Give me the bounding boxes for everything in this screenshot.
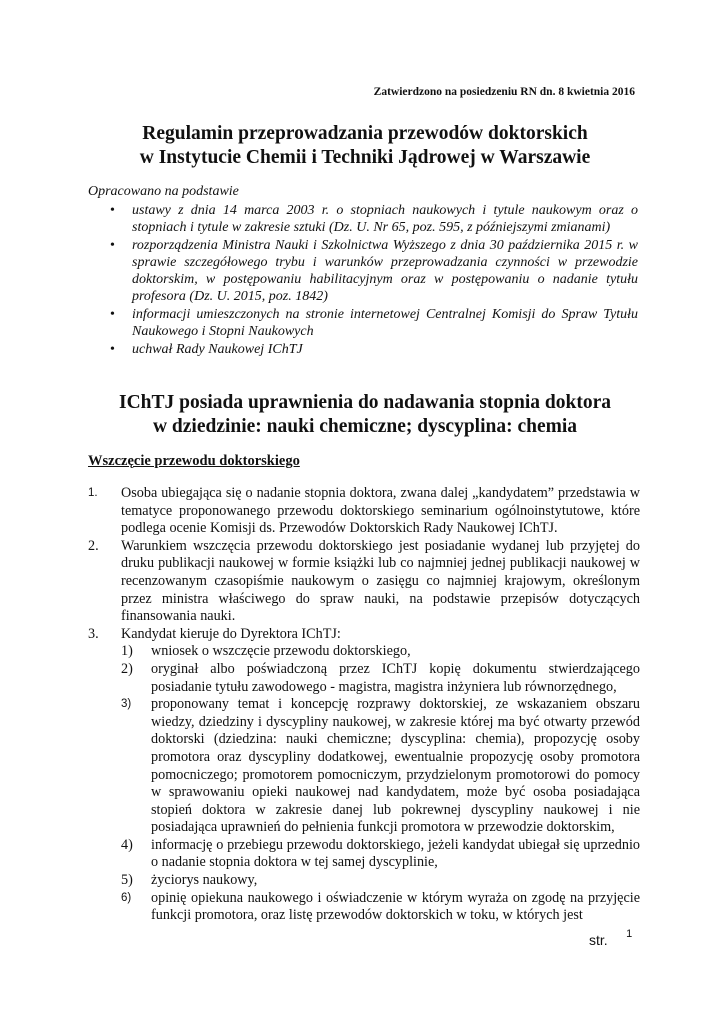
legal-basis-item-text: uchwał Rady Naukowej IChTJ: [132, 342, 303, 357]
procedure-item: [88, 485, 640, 538]
entitlement-heading: [80, 391, 650, 439]
requirement-item: [121, 696, 640, 837]
legal-basis-list: [108, 202, 638, 359]
procedure-item-text: Kandydat kieruje do Dyrektora IChTJ:: [121, 625, 341, 642]
legal-basis-item: [108, 306, 638, 340]
page-label: str.: [589, 932, 608, 948]
legal-basis-item-text: rozporządzenia Ministra Nauki i Szkolnictwa Wyższego z dnia 30 października 2015 r. w sprawie szczegółowego trybu i warunków przeprowadzania czynności w przewodzie doktorskim, w postępowaniu habilitacyjnym oraz w postępowaniu o nadanie tytułu profesora (Dz. U. 2015, poz. 1842): [132, 238, 638, 304]
procedure-list: [88, 485, 640, 925]
requirement-text: proponowany temat i koncepcję rozprawy doktorskiej, ze wskazaniem obszaru wiedzy, dziedziny i dyscypliny naukowej, w zakresie której ma być otwarty przewód doktorski (dziedzina: nauki chemiczne; dyscyplina: chemia), propozycję osoby promotora oraz dyscypliny dodatkowej, ewentualnie propozycję osoby promotora pomocniczego; promotorem pomocniczym, przydzielonym promotorowi do pomocy w sprawowaniu opieki naukowej nad kandydatem, może być osoba posiadająca stopień doktora w zakresie danej lub pokrewnej dyscypliny naukowej i nie posiadająca uprawnień do pełnienia funkcji promotora w przewodzie doktorskim,: [151, 696, 640, 836]
requirement-item: [121, 837, 640, 872]
legal-basis-item: [108, 341, 638, 358]
item-number: 3.: [88, 625, 99, 642]
bullet-icon: •: [110, 203, 115, 218]
subitem-number: 2): [121, 660, 133, 677]
bullet-icon: •: [110, 342, 115, 357]
item-number: 1.: [88, 487, 98, 499]
legal-basis-item-text: ustawy z dnia 14 marca 2003 r. o stopniach naukowych i tytule naukowym oraz o stopniach i tytule w zakresie sztuki (Dz. U. Nr 65, poz. 595, z późniejszymi zmianami): [132, 203, 638, 235]
legal-basis-item: [108, 202, 638, 236]
document-title-line-2: w Instytucie Chemii i Techniki Jądrowej w Warszawie: [139, 147, 591, 168]
item-number: 2.: [88, 537, 99, 554]
procedure-item-text: Osoba ubiegająca się o nadanie stopnia doktora, zwana dalej „kandydatem” przedstawia w tematyce proponowanego przewodu doktorskiego seminarium ogólnoinstytutowe, które podlega ocenie Komisji ds. Przewodów Doktorskich Rady Naukowej IChTJ.: [121, 485, 640, 537]
requirement-text: oryginał albo poświadczoną przez IChTJ kopię dokumentu stwierdzającego posiadanie tytułu zawodowego - magistra, magistra inżyniera lub równorzędnego,: [151, 660, 640, 695]
document-title: [80, 122, 650, 170]
legal-basis-intro: Opracowano na podstawie: [88, 184, 239, 199]
procedure-item: [88, 626, 640, 925]
page-footer: [589, 928, 633, 950]
document-title-line-1: Regulamin przeprowadzania przewodów doktorskich: [142, 123, 588, 144]
requirement-text: opinię opiekuna naukowego i oświadczenie w którym wyraża on zgodę na przyjęcie funkcji promotora, oraz listę przewodów doktorskich w toku, w których jest: [151, 889, 640, 924]
page-number: 1: [626, 928, 633, 940]
bullet-icon: •: [110, 307, 115, 322]
requirement-text: informację o przebiegu przewodu doktorskiego, jeżeli kandydat ubiegał się uprzednio o nadanie stopnia doktora w tej samej dyscyplinie,: [151, 836, 640, 871]
document-requirements-list: [121, 643, 640, 925]
section-heading: Wszczęcie przewodu doktorskiego: [88, 453, 300, 469]
bullet-icon: •: [110, 238, 115, 253]
requirement-item: [121, 890, 640, 925]
subitem-number: 1): [121, 643, 133, 660]
procedure-item: [88, 538, 640, 626]
entitlement-heading-line-2: w dziedzinie: nauki chemiczne; dyscyplina: chemia: [152, 416, 578, 437]
approval-note: Zatwierdzono na posiedzeniu RN dn. 8 kwietnia 2016: [373, 86, 635, 98]
requirement-text: wniosek o wszczęcie przewodu doktorskiego,: [151, 643, 411, 660]
subitem-number: 6): [121, 891, 132, 904]
subitem-number: 3): [121, 698, 132, 711]
procedure-item-text: Warunkiem wszczęcia przewodu doktorskiego jest posiadanie wydanej lub przyjętej do druku publikacji naukowej w formie książki lub co najmniej jednej publikacji naukowej w recenzowanym czasopiśmie naukowym o zasięgu co najmniej krajowym, określonym przez ministra właściwego do spraw nauki, na podstawie przepisów dotyczących finansowania nauki.: [121, 537, 640, 625]
requirement-item: [121, 872, 640, 890]
requirement-text: życiorys naukowy,: [151, 872, 258, 889]
subitem-number: 4): [121, 836, 133, 853]
subitem-number: 5): [121, 872, 133, 889]
requirement-item: [121, 661, 640, 696]
legal-basis-item: [108, 237, 638, 305]
requirement-item: [121, 643, 640, 661]
entitlement-heading-line-1: IChTJ posiada uprawnienia do nadawania stopnia doktora: [119, 392, 611, 413]
legal-basis-item-text: informacji umieszczonych na stronie internetowej Centralnej Komisji do Spraw Tytułu Naukowego i Stopni Naukowych: [132, 307, 638, 339]
